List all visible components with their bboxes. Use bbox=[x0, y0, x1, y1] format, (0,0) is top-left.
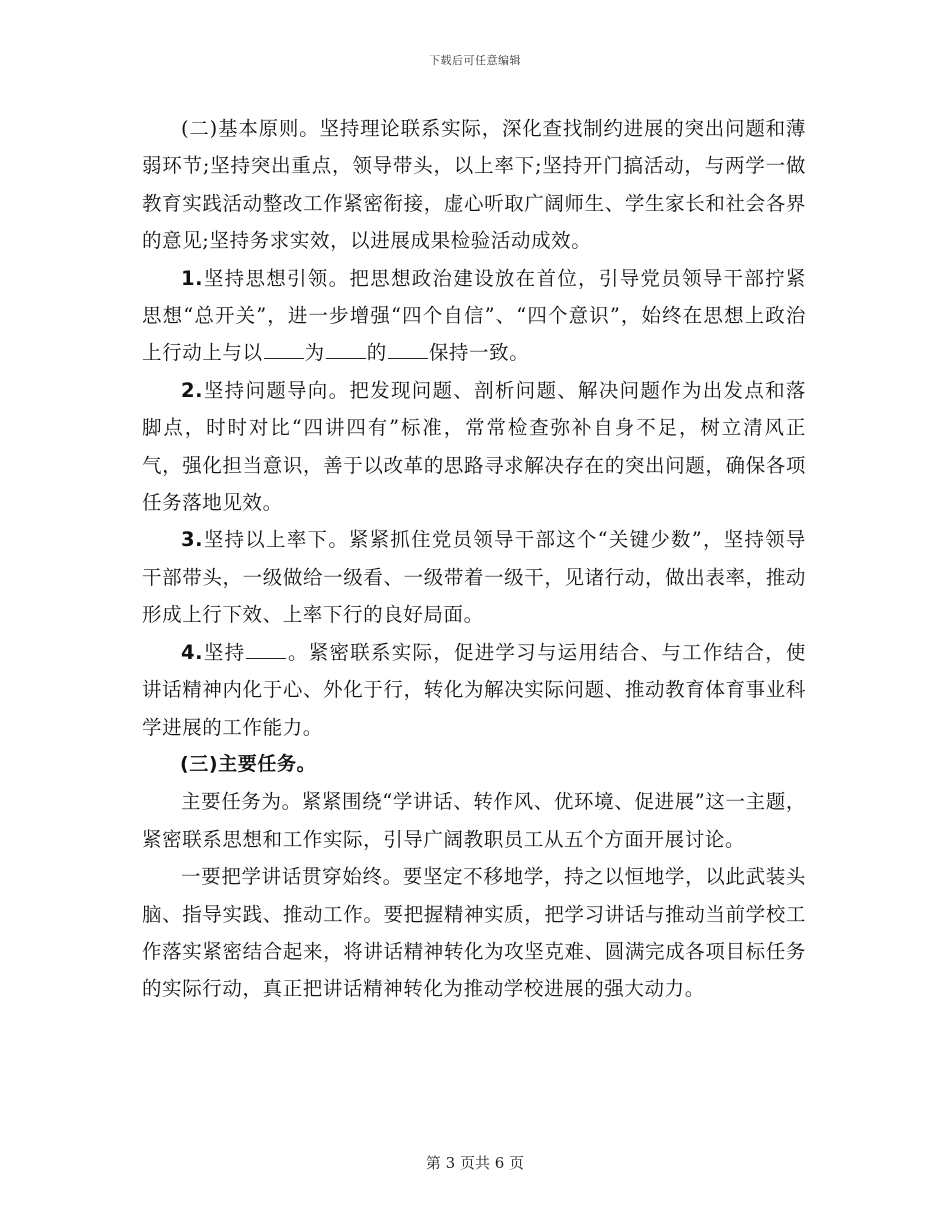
paragraph-principle-4 bbox=[142, 634, 806, 746]
paragraph-text: 保持一致。 bbox=[428, 341, 530, 365]
paragraph-task-one: 一要把学讲话贯穿始终。要坚定不移地学，持之以恒地学，以此武装头脑、指导实践、推动工作。要把握精神实质，把学习讲话与推动当前学校工作落实紧密结合起来，将讲话精神转化为攻坚克难、圆满完成各项目标任务的实际行动，真正把讲话精神转化为推动学校进展的强大动力。 bbox=[142, 865, 806, 1001]
item-number: 2. bbox=[181, 378, 204, 402]
paragraph-text: 坚持以上率下。紧紧抓住党员领导干部这个“关键少数”，坚持领导干部带头，一级做给一级看、一级带着一级干，见诸行动，做出表率，推动形成上行下效、上率下行的良好局面。 bbox=[142, 528, 806, 627]
paragraph-principle-2 bbox=[142, 372, 806, 522]
paragraph-principle-3 bbox=[142, 521, 806, 633]
document-body bbox=[142, 110, 806, 1008]
fill-blank bbox=[388, 339, 428, 360]
paragraph-text: 坚持 bbox=[203, 640, 246, 664]
fill-blank bbox=[264, 339, 304, 360]
paragraph-main-tasks: 主要任务为。紧紧围绕“学讲话、转作风、优环境、促进展”这一主题，紧密联系思想和工作实际，引导广阔教职员工从五个方面开展讨论。 bbox=[142, 790, 806, 851]
paragraph-text: 坚持思想引领。把思想政治建设放在首位，引导党员领导干部拧紧思想“总开关”，进一步增强“四个自信”、“四个意识”，始终在思想上政治上行动上与以 bbox=[142, 266, 806, 365]
fill-blank bbox=[326, 339, 366, 360]
paragraph-basic-principles: (二)基本原则。坚持理论联系实际，深化查找制约进展的突出问题和薄弱环节;坚持突出重点，领导带头，以上率下;坚持开门搞活动，与两学一做教育实践活动整改工作紧密衔接，虚心听取广阔师生、学生家长和社会各界的意见;坚持务求实效，以进展成果检验活动成效。 bbox=[142, 117, 806, 253]
paragraph-text: 坚持问题导向。把发现问题、剖析问题、解决问题作为出发点和落脚点，时时对比“四讲四有”标准，常常检查弥补自身不足，树立清风正气，强化担当意识，善于以改革的思路寻求解决存在的突出问题，确保各项任务落地见效。 bbox=[142, 378, 806, 515]
paragraph-text: 。紧密联系实际，促进学习与运用结合、与工作结合，使讲话精神内化于心、外化于行，转化为解决实际问题、推动教育体育事业科学进展的工作能力。 bbox=[142, 640, 806, 739]
item-number: 4. bbox=[181, 640, 204, 664]
paragraph-text: 的 bbox=[366, 341, 387, 365]
section-heading-main-tasks: (三)主要任务。 bbox=[180, 752, 317, 775]
item-number: 1. bbox=[181, 266, 204, 290]
page-number: 第 3 页共 6 页 bbox=[425, 1154, 525, 1172]
paragraph-text: 为 bbox=[304, 341, 325, 365]
fill-blank bbox=[246, 638, 286, 659]
page-header: 下载后可任意编辑 bbox=[429, 54, 521, 67]
item-number: 3. bbox=[181, 528, 204, 552]
paragraph-principle-1 bbox=[142, 260, 806, 372]
